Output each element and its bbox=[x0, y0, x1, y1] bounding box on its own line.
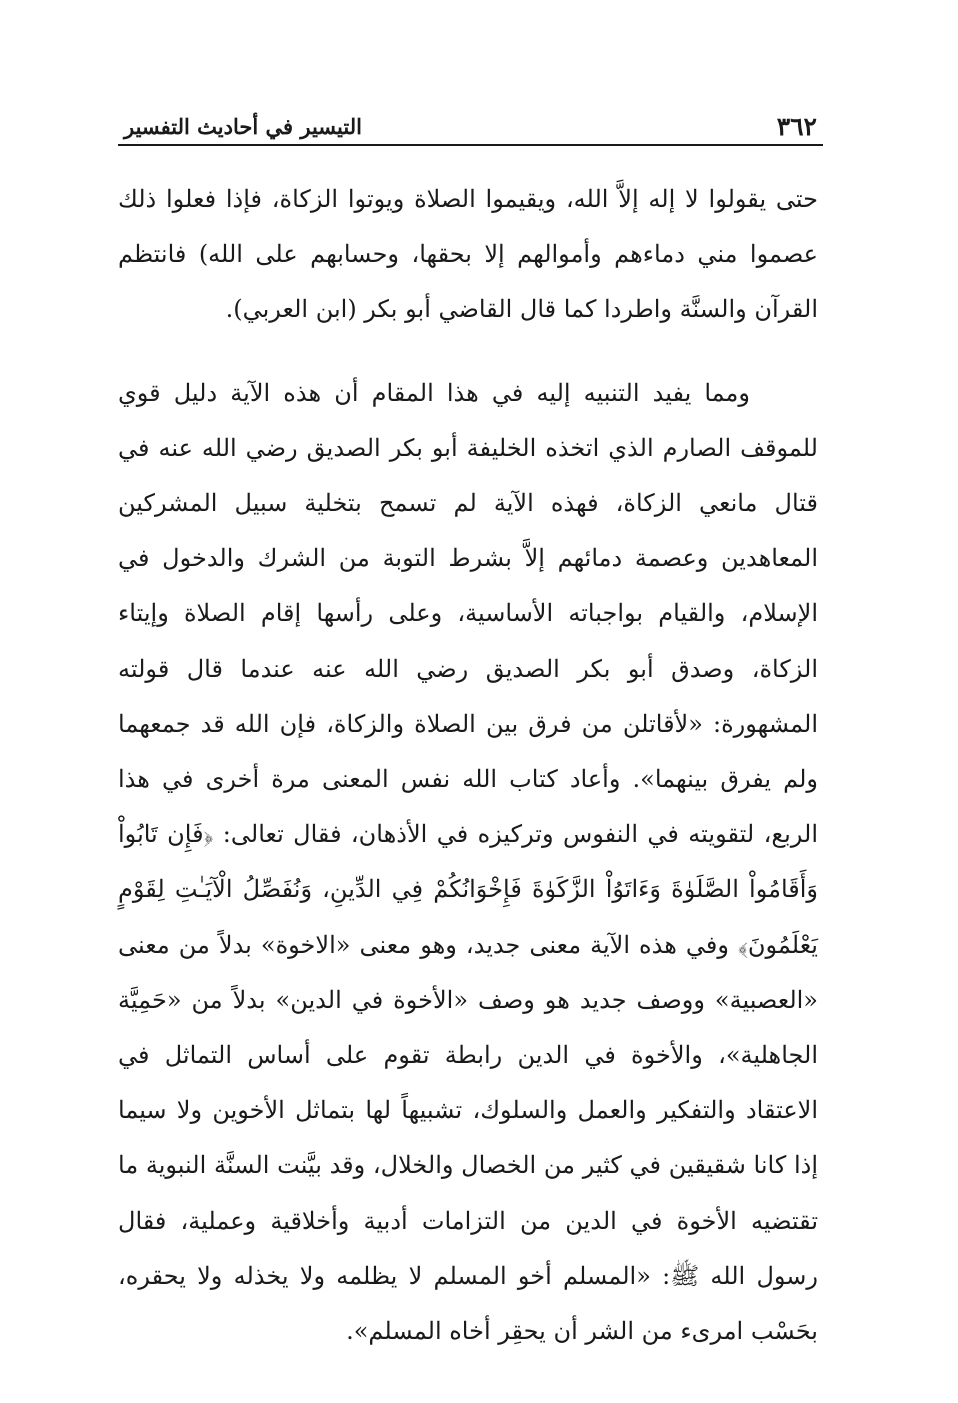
header-divider bbox=[118, 144, 823, 146]
page-number: ٣٦٢ bbox=[776, 112, 817, 141]
page-body bbox=[118, 172, 818, 1359]
paragraph-main: ومما يفيد التنبيه إليه في هذا المقام أن هذه الآية دليل قوي للموقف الصارم الذي اتخذه الخليفة أبو بكر الصديق رضي الله عنه في قتال مانعي الزكاة، فهذه الآية لم تسمح بتخلية سبيل المشركين المعاهدين وعصمة دمائهم إلاَّ بشرط التوبة من الشرك والدخول في الإسلام، والقيام بواجباته الأساسية، وعلى رأسها إقام الصلاة وإيتاء الزكاة، وصدق أبو بكر الصديق رضي الله عنه عندما قال قولته المشهورة: «لأقاتلن من فرق بين الصلاة والزكاة، فإن الله قد جمعهما ولم يفرق بينهما». وأعاد كتاب الله نفس المعنى مرة أخرى في هذا الربع، لتقويته في النفوس وتركيزه في الأذهان، فقال تعالى: ﴿فَإِن تَابُواْ وَأَقَامُواْ الصَّلَوٰةَ وَءَاتَوُاْ الزَّكَوٰةَ فَإِخْوَانُكُمْ فِي الدِّينِ، وَنُفَصِّلُ الْآيَـٰتِ لِقَوْمٍ يَعْلَمُونَ﴾ وفي هذه الآية معنى جديد، وهو معنى «الاخوة» بدلاً من معنى «العصبية» ووصف جديد هو وصف «الأخوة في الدين» بدلاً من «حَمِيَّة الجاهلية»، والأخوة في الدين رابطة تقوم على أساس التماثل في الاعتقاد والتفكير والعمل والسلوك، تشبيهاً لها بتماثل الأخوين ولا سيما إذا كانا شقيقين في كثير من الخصال والخلال، وقد بيَّنت السنَّة النبوية ما تقتضيه الأخوة في الدين من التزامات أدبية وأخلاقية وعملية، فقال رسول الله ﷺ: «المسلم أخو المسلم لا يظلمه ولا يخذله ولا يحقره، بحَسْب امرىء من الشر أن يحقِر أخاه المسلم». bbox=[118, 378, 819, 1346]
page-header bbox=[118, 112, 823, 142]
running-title: التيسير في أحاديث التفسير bbox=[124, 114, 362, 139]
paragraph-continuation: حتى يقولوا لا إله إلاَّ الله، ويقيموا الصلاة ويوتوا الزكاة، فإذا فعلوا ذلك عصموا مني دماءهم وأموالهم إلا بحقها، وحسابهم على الله) فانتظم القرآن والسنَّة واطردا كما قال القاضي أبو بكر (ابن العربي). bbox=[118, 185, 818, 324]
